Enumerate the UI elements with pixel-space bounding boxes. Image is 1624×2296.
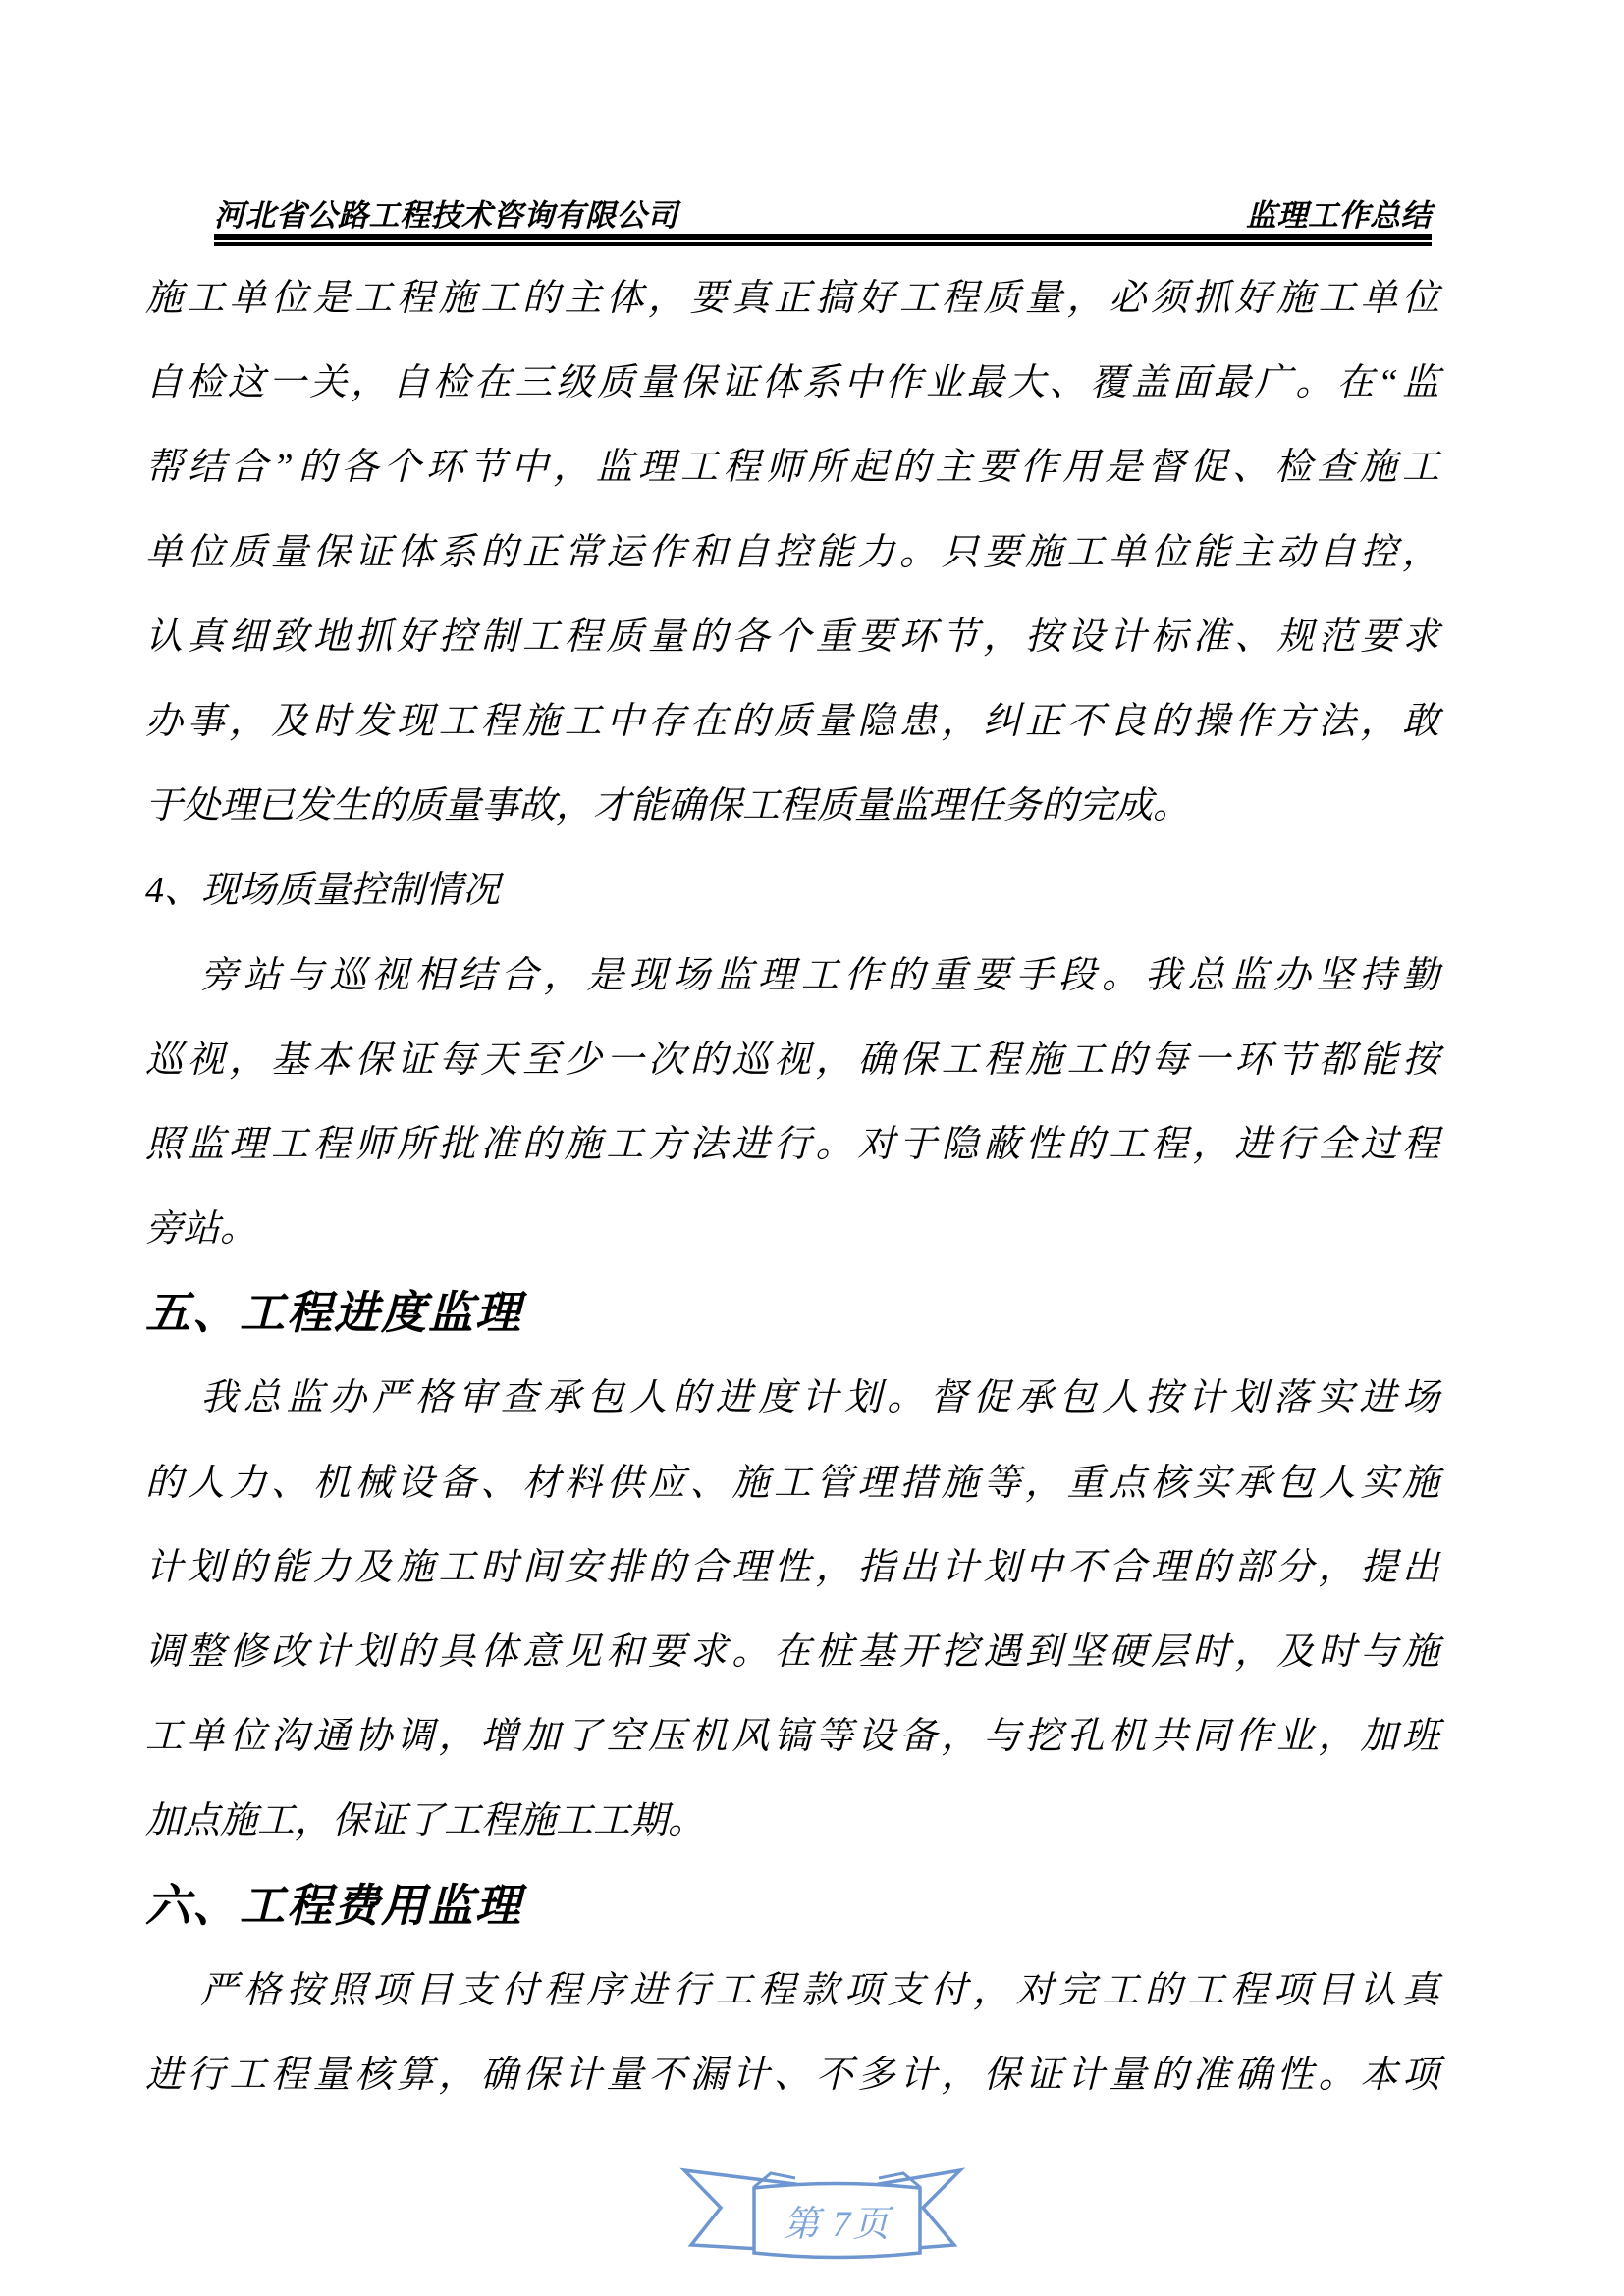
text-line: 施工单位是工程施工的主体，要真正搞好工程质量，必须抓好施工单位: [145, 278, 1439, 319]
text-line: 调整修改计划的具体意见和要求。在桩基开挖遇到坚硬层时，及时与施: [145, 1631, 1439, 1673]
text-line: 帮结合”的各个环节中，监理工程师所起的主要作用是督促、检查施工: [145, 447, 1439, 489]
body-lines: [145, 256, 1439, 2117]
header-rule-thick-bar: [214, 234, 1432, 240]
header-rule-thin-bar: [214, 242, 1432, 246]
text-line: 加点施工，保证了工程施工工期。: [145, 1800, 706, 1842]
text-line: 自检这一关，自检在三级质量保证体系中作业最大、覆盖面最广。在“监: [145, 362, 1439, 404]
text-line: 认真细致地抓好控制工程质量的各个重要环节，按设计标准、规范要求: [145, 615, 1439, 658]
page-number: 第 7页: [783, 2205, 892, 2245]
text-line: 旁站。: [145, 1208, 258, 1251]
text-line: 巡视，基本保证每天至少一次的巡视，确保工程施工的每一环节都能按: [145, 1039, 1439, 1081]
text-line: 单位质量保证体系的正常运作和自控能力。只要施工单位能主动自控，: [145, 531, 1439, 573]
text-line: 办事，及时发现工程施工中存在的质量隐患，纠正不良的操作方法，敢: [145, 700, 1439, 742]
text-line: 的人力、机械设备、材料供应、施工管理措施等，重点核实承包人实施: [145, 1462, 1439, 1504]
text-line: 照监理工程师所批准的施工方法进行。对于隐蔽性的工程，进行全过程: [145, 1123, 1439, 1165]
text-line: 4、现场质量控制情况: [145, 870, 501, 912]
text-line: 于处理已发生的质量事故，才能确保工程质量监理任务的完成。: [145, 785, 1191, 828]
text-line: 我总监办严格审查承包人的进度计划。督促承包人按计划落实进场: [200, 1377, 1439, 1419]
text-line: 计划的能力及施工时间安排的合理性，指出计划中不合理的部分，提出: [145, 1546, 1439, 1588]
text-line: 六、工程费用监理: [145, 1880, 522, 1931]
page-footer: [676, 2164, 970, 2263]
text-line: 旁站与巡视相结合，是现场监理工作的重要手段。我总监办坚持勤: [200, 954, 1439, 996]
text-line: 工单位沟通协调，增加了空压机风镐等设备，与挖孔机共同作业，加班: [145, 1716, 1439, 1758]
text-line: 五、工程进度监理: [145, 1288, 522, 1339]
header-rule: [214, 234, 1432, 246]
text-line: 严格按照项目支付程序进行工程款项支付，对完工的工程项目认真: [200, 1969, 1439, 2011]
page-header: [214, 190, 1432, 235]
document-body: [145, 256, 1439, 2117]
doc-title: 监理工作总结: [1246, 198, 1432, 233]
text-line: 进行工程量核算，确保计量不漏计、不多计，保证计量的准确性。本项: [145, 2054, 1439, 2096]
company-name: 河北省公路工程技术咨询有限公司: [214, 198, 678, 233]
